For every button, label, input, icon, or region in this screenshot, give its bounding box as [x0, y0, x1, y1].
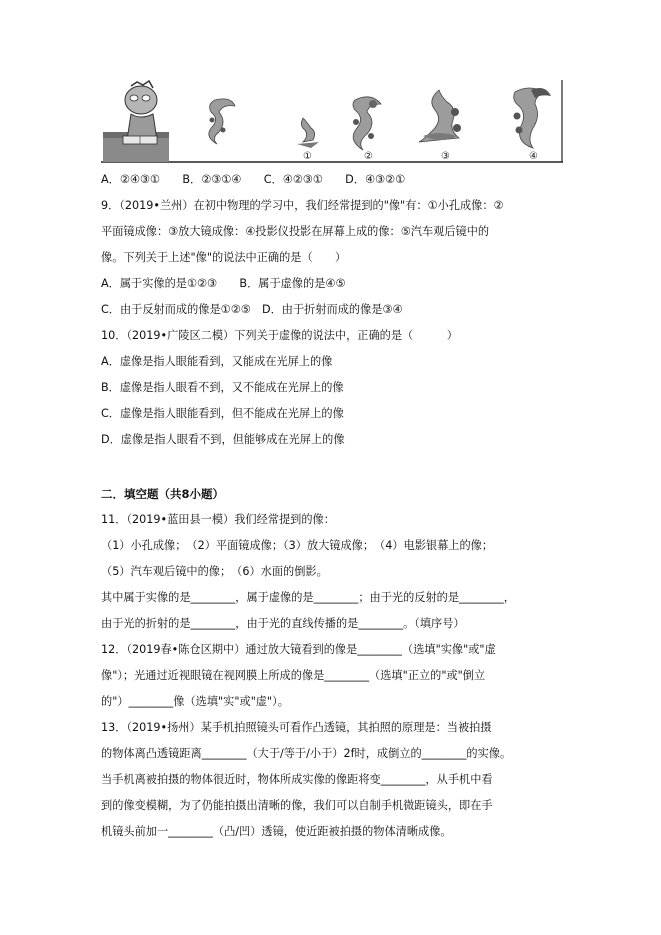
q11-stem-line: 11．（2019•蓝田县一模）我们经常提到的像： — [101, 513, 335, 526]
q13-stem-line: 13．（2019•扬州）某手机拍照镜头可看作凸透镜，其拍照的原理是：当被拍摄 — [101, 721, 492, 734]
q13-stem-line: 的物体离凸透镜距离________（大于/等于/小于）2f时，成倒立的________的实像。 — [101, 747, 512, 760]
q8-options: A．②④③① B．②③①④ C．④②③① D．④③②① — [101, 173, 406, 186]
q10-option-c: C．虚像是指人眼能看到，但不能成在光屏上的像 — [101, 407, 344, 420]
q9-stem-line: 9．（2019•兰州）在初中物理的学习中，我们经常提到的"像"有：①小孔成像：② — [101, 199, 504, 212]
q13-stem-line: 到的像变模糊，为了仍能拍摄出清晰的像，我们可以自制手机微距镜头，即在手 — [101, 799, 493, 812]
q10-option-b: B．虚像是指人眼看不到，又不能成在光屏上的像 — [101, 381, 344, 394]
q9-option-line: A．属于实像的是①②③ B．属于虚像的是④⑤ — [101, 277, 346, 290]
figure-label-4: ④ — [529, 151, 538, 162]
q9-stem-line: 像。下列关于上述"像"的说法中正确的是（ ） — [101, 251, 347, 264]
q10-option-a: A．虚像是指人眼能看到，又能成在光屏上的像 — [101, 355, 333, 368]
q10-option-d: D．虚像是指人眼看不到，但能够成在光屏上的像 — [101, 433, 345, 446]
q11-stem-line: （5）汽车观后镜中的像； （6）水面的倒影。 — [101, 565, 328, 578]
q13-stem-line: 机镜头前加一________（凸/凹）透镜，使近距被拍摄的物体清晰成像。 — [101, 825, 452, 838]
figure-label-1: ① — [303, 151, 312, 162]
q10-stem-line: 10．（2019•广陵区二模）下列关于虚像的说法中，正确的是（ ） — [101, 329, 458, 342]
figure-label-3: ③ — [441, 151, 450, 162]
q9-stem-line: 平面镜成像：③放大镜成像：④投影仪投影在屏幕上成的像：⑤汽车观后镜中的 — [101, 225, 490, 238]
figure-label-2: ② — [364, 151, 373, 162]
q13-stem-line: 当手机离被拍摄的物体很近时，物体所成实像的像距将变________，从手机中看 — [101, 773, 493, 786]
section-heading: 二．填空题（共8小题） — [101, 487, 225, 501]
q9-option-line: C．由于反射而成的像是①②⑤ D．由于折射而成的像是③④ — [101, 303, 403, 316]
q12-stem-line: 12．（2019春•陈仓区期中）通过放大镜看到的像是________（选填"实像"或"虚 — [101, 643, 496, 656]
q11-stem-line: （1）小孔成像； （2）平面镜成像；（3）放大镜成像； （4）电影银幕上的像； — [101, 539, 494, 552]
q11-stem-line: 由于光的折射的是________，由于光的直线传播的是________。（填序号） — [101, 617, 465, 630]
figure-image — [101, 80, 563, 164]
q12-stem-line: 像"）；光通过近视眼镜在视网膜上所成的像是________（选填"正立的"或"倒立 — [101, 669, 486, 682]
q11-stem-line: 其中属于实像的是________，属于虚像的是________；由于光的反射的是________， — [101, 591, 515, 604]
q12-stem-line: 的"）________像（选填"实"或"虚"）。 — [101, 695, 289, 708]
